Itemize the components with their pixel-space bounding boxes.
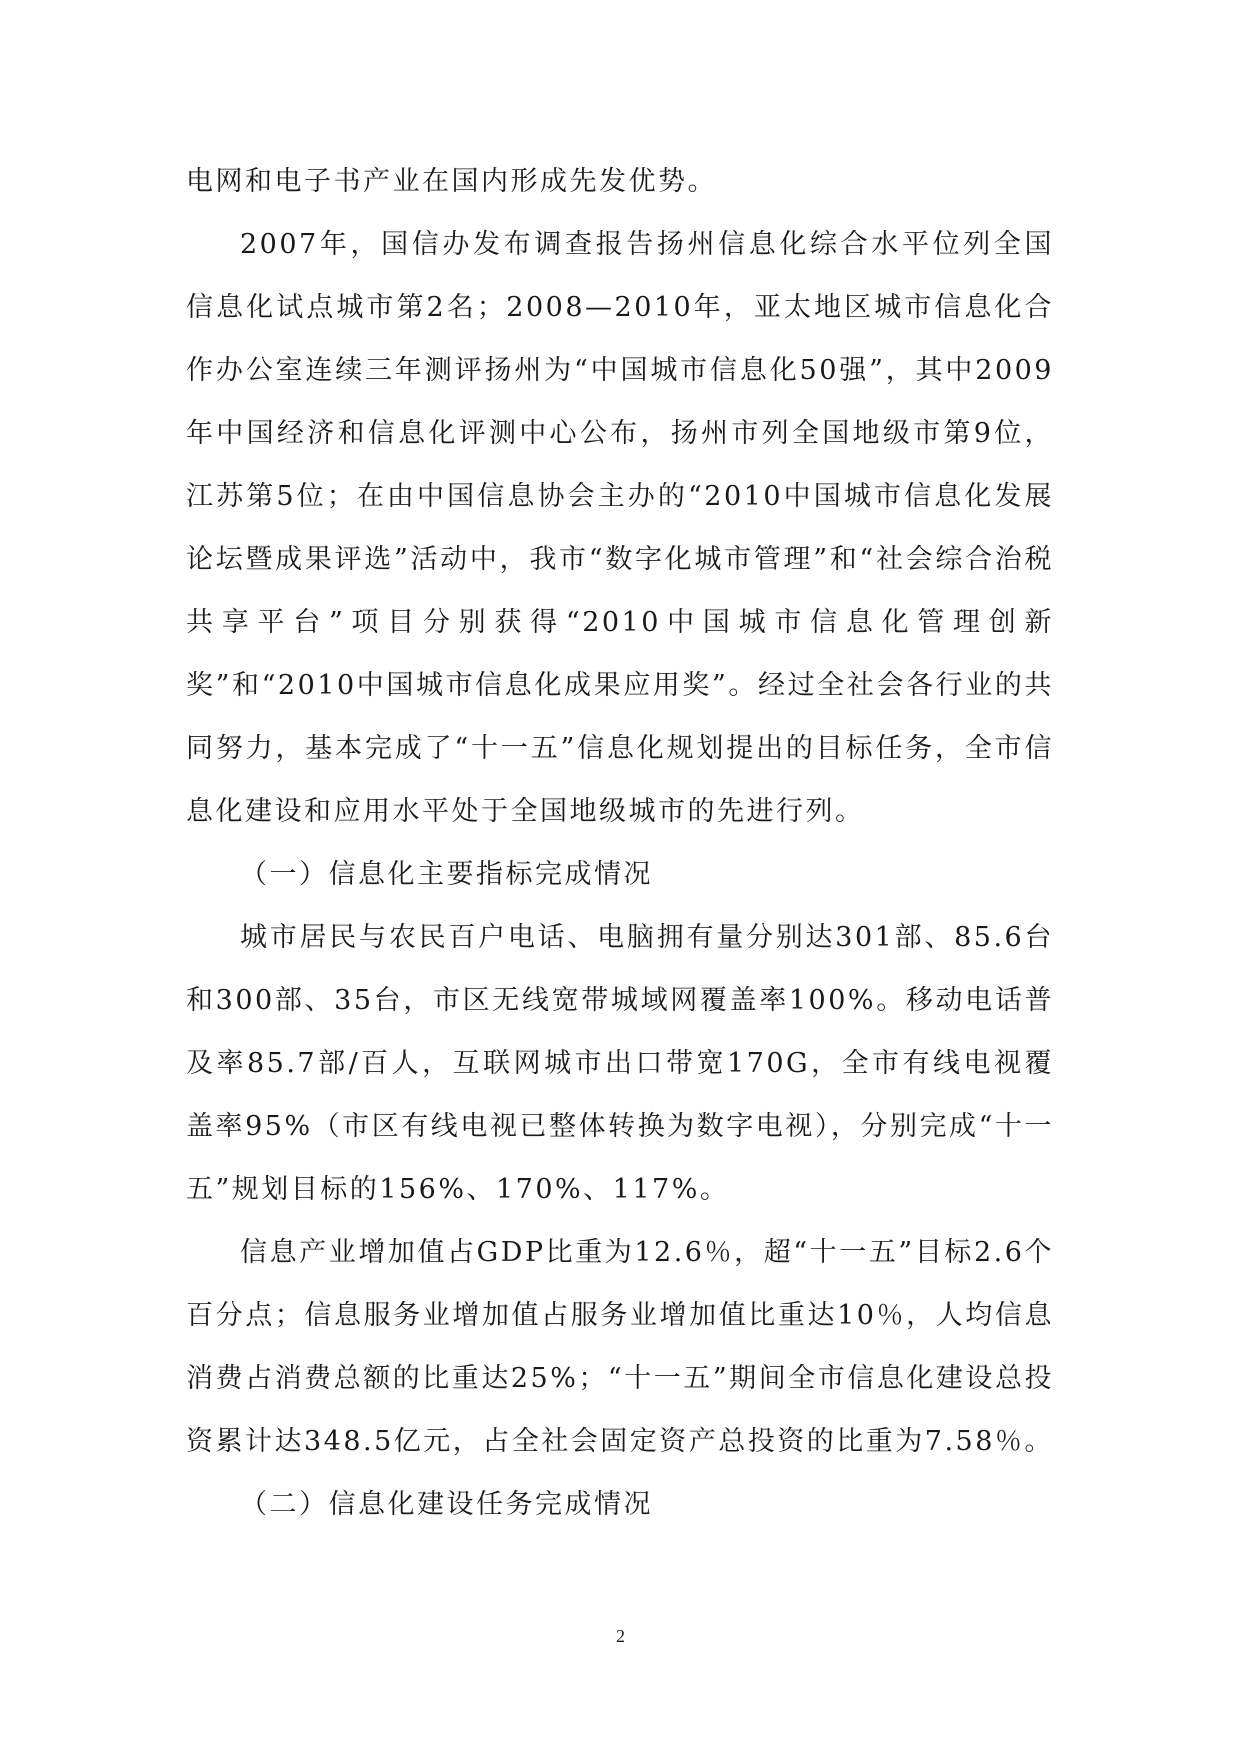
page-number: 2 xyxy=(616,1626,625,1646)
paragraph-telecom-indicators: 城市居民与农民百户电话、电脑拥有量分别达301部、85.6台和300部、35台，市区无线宽带城域网覆盖率100%。移动电话普及率85.7部/百人，互联网城市出口带宽170G，全市有线电视覆盖率95%（市区有线电视已整体转换为数字电视），分别完成“十一五”规划目标的156%、170%、117%。 xyxy=(186,922,1054,1205)
paragraph-continuation: 电网和电子书产业在国内形成先发优势。 xyxy=(186,166,717,197)
body-text xyxy=(186,150,1054,1536)
section-heading-indicators: （一）信息化主要指标完成情况 xyxy=(240,859,653,890)
paragraph-industry-indicators: 信息产业增加值占GDP比重为12.6％，超“十一五”目标2.6个百分点；信息服务业增加值占服务业增加值比重达10％，人均信息消费占消费总额的比重达25%；“十一五”期间全市信息化建设总投资累计达348.5亿元，占全社会固定资产总投资的比重为7.58％。 xyxy=(186,1237,1054,1457)
section-heading-tasks: （二）信息化建设任务完成情况 xyxy=(240,1489,653,1520)
paragraph-rankings: 2007年，国信办发布调查报告扬州信息化综合水平位列全国信息化试点城市第2名；2008—2010年，亚太地区城市信息化合作办公室连续三年测评扬州为“中国城市信息化50强”，其中2009年中国经济和信息化评测中心公布，扬州市列全国地级市第9位，江苏第5位；在由中国信息协会主办的“2010中国城市信息化发展论坛暨成果评选”活动中，我市“数字化城市管理”和“社会综合治税共享平台”项目分别获得“2010中国城市信息化管理创新奖”和“2010中国城市信息化成果应用奖”。经过全社会各行业的共同努力，基本完成了“十一五”信息化规划提出的目标任务，全市信息化建设和应用水平处于全国地级城市的先进行列。 xyxy=(186,229,1054,827)
